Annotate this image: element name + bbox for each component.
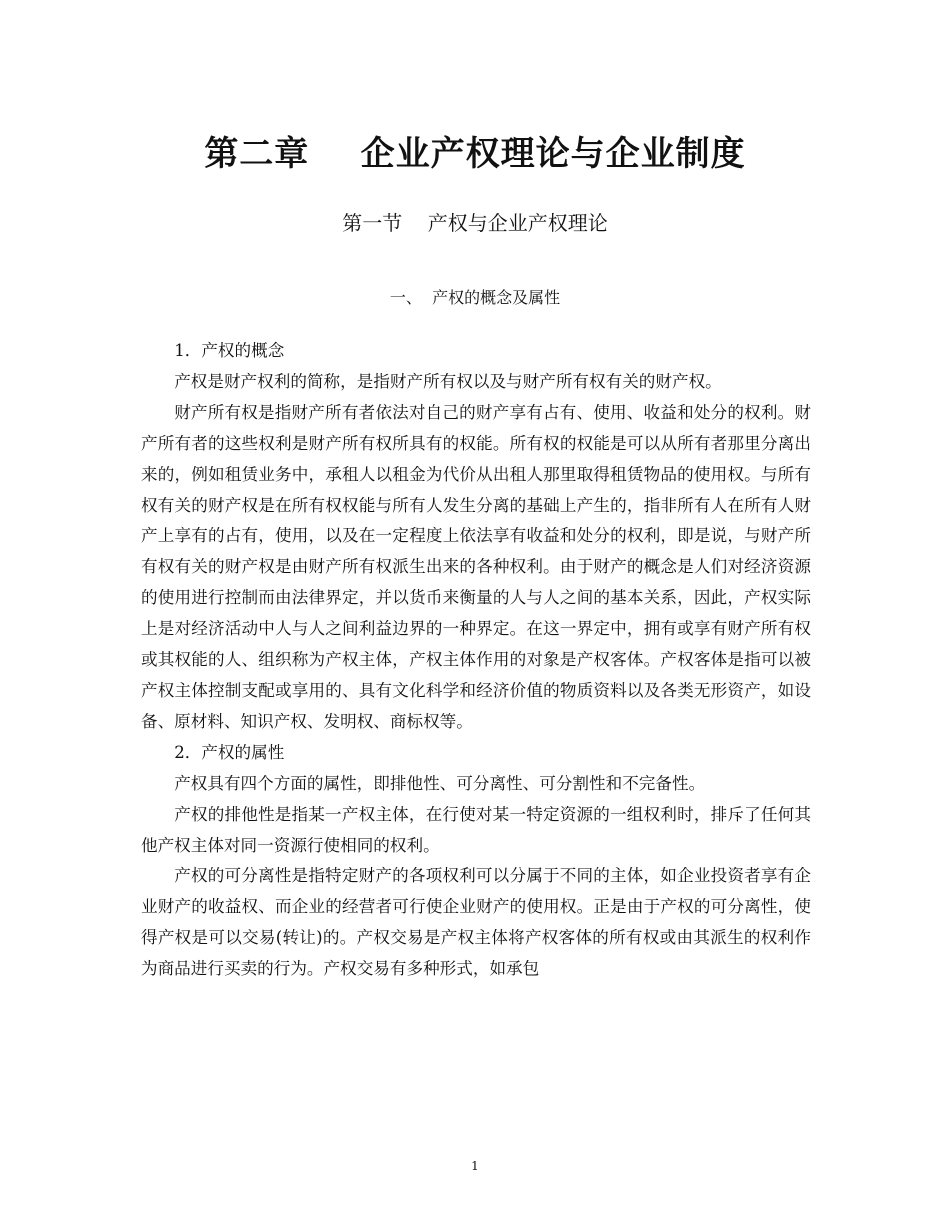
heading-property-concept: 1．产权的概念 bbox=[174, 341, 285, 360]
body-text bbox=[141, 336, 811, 985]
paragraph: 财产所有权是指财产所有者依法对自己的财产享有占有、使用、收益和处分的权利。财产所有者的这些权利是财产所有权所具有的权能。所有权的权能是可以从所有者那里分离出来的，例如租赁业务中，承租人以租金为代价从出租人那里取得租赁物品的使用权。与所有权有关的财产权是在所有权权能与所有人发生分离的基础上产生的，指非所有人在所有人财产上享有的占有，使用，以及在一定程度上依法享有收益和处分的权利，即是说，与财产所有权有关的财产权是由财产所有权派生出来的各种权利。由于财产的概念是人们对经济资源的使用进行控制而由法律界定，并以货币来衡量的人与人之间的基本关系，因此，产权实际上是对经济活动中人与人之间利益边界的一种界定。在这一界定中，拥有或享有财产所有权或其权能的人、组织称为产权主体，产权主体作用的对象是产权客体。产权客体是指可以被产权主体控制支配或享用的、具有文化科学和经济价值的物质资料以及各类无形资产，如设备、原材料、知识产权、发明权、商标权等。 bbox=[141, 402, 811, 731]
paragraph: 产权的可分离性是指特定财产的各项权利可以分属于不同的主体，如企业投资者享有企业财产的收益权、而企业的经营者可行使企业财产的使用权。正是由于产权的可分离性，使得产权是可以交易(转让)的。产权交易是产权主体将产权客体的所有权或由其派生的权利作为商品进行买卖的行为。产权交易有多种形式，如承包 bbox=[141, 866, 811, 979]
paragraph: 产权具有四个方面的属性，即排他性、可分离性、可分割性和不完备性。 bbox=[174, 773, 706, 793]
chapter-title: 第二章 企业产权理论与企业制度 bbox=[204, 134, 746, 174]
subsection-title: 一、 产权的概念及属性 bbox=[389, 288, 561, 307]
paragraph: 产权的排他性是指某一产权主体，在行使对某一特定资源的一组权利时，排斥了任何其他产权主体对同一资源行使相同的权利。 bbox=[141, 804, 811, 855]
paragraph: 产权是财产权利的简称，是指财产所有权以及与财产所有权有关的财产权。 bbox=[174, 371, 722, 391]
page-number: 1 bbox=[471, 1159, 479, 1173]
heading-property-attributes: 2．产权的属性 bbox=[174, 742, 285, 762]
section-title: 第一节 产权与企业产权理论 bbox=[342, 211, 608, 235]
